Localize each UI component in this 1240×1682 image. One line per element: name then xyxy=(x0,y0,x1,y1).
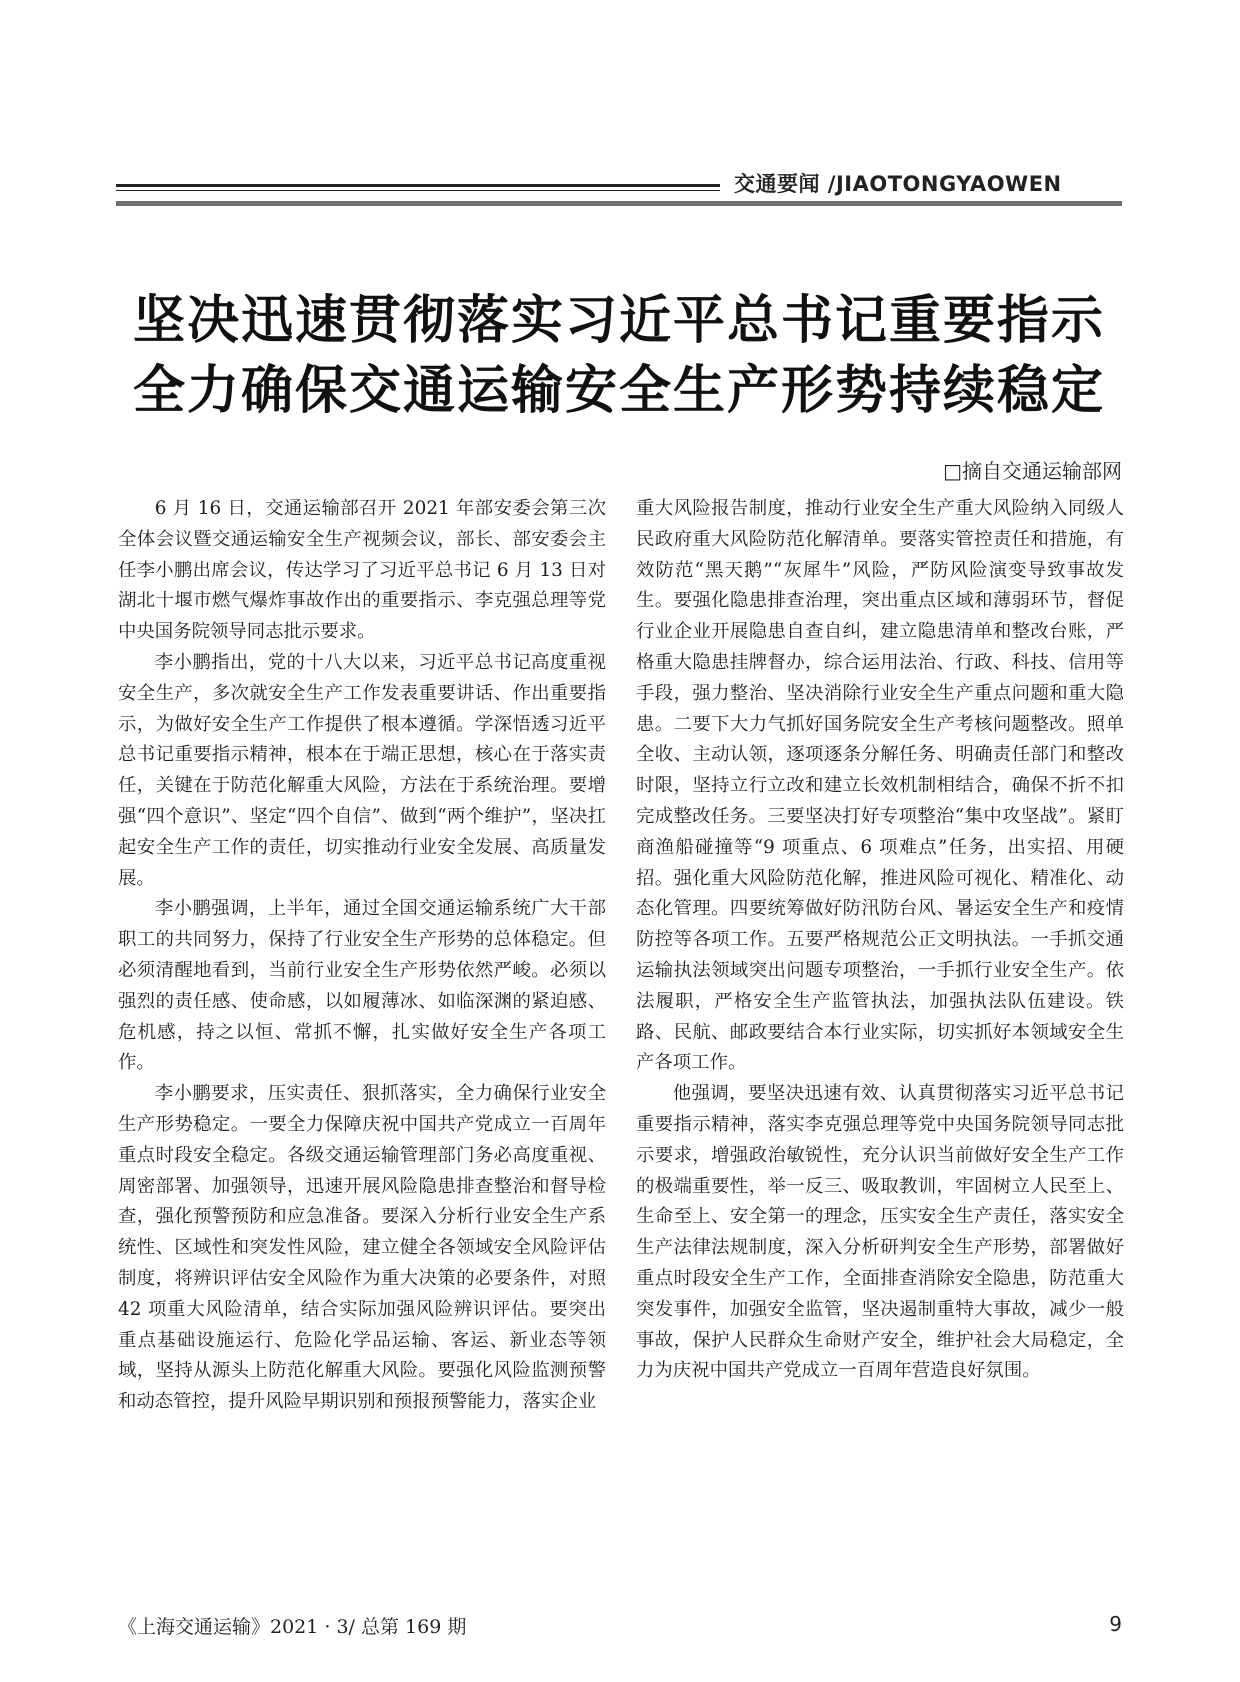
paragraph: 李小鹏强调，上半年，通过全国交通运输系统广大干部职工的共同努力，保持了行业安全生产形势的总体稳定。但必须清醒地看到，当前行业安全生产形势依然严峻。必须以强烈的责任感、使命感，以如履薄冰、如临深渊的紧迫感、危机感，持之以恒、常抓不懈，扎实做好安全生产各项工作。 xyxy=(118,898,606,1074)
section-label: 交通要闻 /JIAOTONGYAOWEN xyxy=(734,172,1062,196)
header-bottom-bar xyxy=(116,201,1122,206)
title-line-2: 全力确保交通运输安全生产形势持续稳定 xyxy=(132,361,1105,421)
header-rule xyxy=(116,184,720,187)
right-column xyxy=(636,494,1124,1387)
paragraph: 他强调，要坚决迅速有效、认真贯彻落实习近平总书记重要指示精神，落实李克强总理等党中央国务院领导同志批示要求，增强政治敏锐性，充分认识当前做好安全生产工作的极端重要性，举一反三、吸取教训，牢固树立人民至上、生命至上、安全第一的理念，压实安全生产责任，落实安全生产法律法规制度，深入分析研判安全生产形势，部署做好重点时段安全生产工作，全面排查消除安全隐患，防范重大突发事件，加强安全监管，坚决遏制重特大事故，减少一般事故，保护人民群众生命财产安全，维护社会大局稳定，全力为庆祝中国共产党成立一百周年营造良好氛围。 xyxy=(636,1083,1124,1382)
title-line-1: 坚决迅速贯彻落实习近平总书记重要指示 xyxy=(132,291,1105,351)
paragraph: 李小鹏要求，压实责任、狠抓落实，全力确保行业安全生产形势稳定。一要全力保障庆祝中国共产党成立一百周年重点时段安全稳定。各级交通运输管理部门务必高度重视、周密部署、加强领导，迅速开展风险隐患排查整治和督导检查，强化预警预防和应急准备。要深入分析行业安全生产系统性、区域性和突发性风险，建立健全各领域安全风险评估制度，将辨识评估安全风险作为重大决策的必要条件，对照 42 项重大风险清单，结合实际加强风险辨识评估。要突出重点基础设施运行、危险化学品运输、客运、新业态等领域，坚持从源头上防范化解重大风险。要强化风险监测预警和动态管控，提升风险早期识别和预报预警能力，落实企业 xyxy=(118,1083,606,1413)
page-number: 9 xyxy=(1109,1612,1122,1636)
paragraph: 李小鹏指出，党的十八大以来，习近平总书记高度重视安全生产，多次就安全生产工作发表重要讲话、作出重要指示，为做好安全生产工作提供了根本遵循。学深悟透习近平总书记重要指示精神，根本在于端正思想，核心在于落实责任，关键在于防范化解重大风险，方法在于系统治理。要增强“四个意识”、坚定“四个自信”、做到“两个维护”，坚决扛起安全生产工作的责任，切实推动行业安全发展、高质量发展。 xyxy=(118,651,606,889)
paragraph-continued: 重大风险报告制度，推动行业安全生产重大风险纳入同级人民政府重大风险防范化解清单。要落实管控责任和措施，有效防范“黑天鹅”“灰犀牛”风险，严防风险演变导致事故发生。要强化隐患排查治理，突出重点区域和薄弱环节，督促行业企业开展隐患自查自纠，建立隐患清单和整改台账，严格重大隐患挂牌督办，综合运用法治、行政、科技、信用等手段，强力整治、坚决消除行业安全生产重点问题和重大隐患。二要下大力气抓好国务院安全生产考核问题整改。照单全收、主动认领，逐项逐条分解任务、明确责任部门和整改时限，坚持立行立改和建立长效机制相结合，确保不折不扣完成整改任务。三要坚决打好专项整治“集中攻坚战”。紧盯商渔船碰撞等“9 项重点、6 项难点”任务，出实招、用硬招。强化重大风险防范化解，推进风险可视化、精准化、动态化管理。四要统筹做好防汛防台风、暑运安全生产和疫情防控等各项工作。五要严格规范公正文明执法。一手抓交通运输执法领域突出问题专项整治，一手抓行业安全生产。依法履职，严格安全生产监管执法，加强执法队伍建设。铁路、民航、邮政要结合本行业实际，切实抓好本领域安全生产各项工作。 xyxy=(636,498,1124,1074)
article-source: □摘自交通运输部网 xyxy=(943,459,1122,483)
section-header xyxy=(116,168,1122,208)
header-rule-thin xyxy=(116,190,720,191)
paragraph: 6 月 16 日，交通运输部召开 2021 年部安委会第三次全体会议暨交通运输安全生产视频会议，部长、部安委会主任李小鹏出席会议，传达学习了习近平总书记 6 月 13 日对湖北十堰市燃气爆炸事故作出的重要指示、李克强总理等党中央国务院领导同志批示要求。 xyxy=(118,498,606,643)
publication-info: 《上海交通运输》2021 · 3/ 总第 169 期 xyxy=(118,1616,467,1638)
article-title xyxy=(116,286,1122,426)
left-column xyxy=(118,494,606,1418)
